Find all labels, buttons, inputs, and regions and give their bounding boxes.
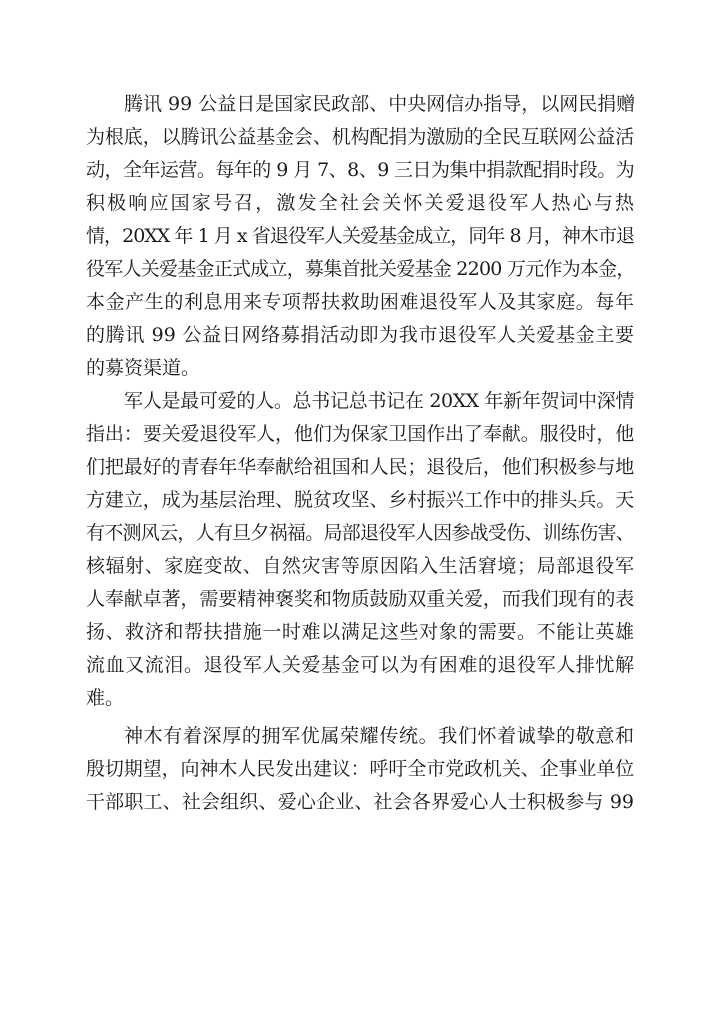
paragraph-line: 扬、救济和帮扶措施一时难以满足这些对象的需要。不能让英雄	[86, 621, 634, 643]
paragraph-line: 的腾讯 99 公益日网络募捐活动即为我市退役军人关爱基金主要	[86, 324, 634, 346]
paragraph-line: 难。	[86, 687, 125, 709]
paragraph-line: 人奉献卓著，需要精神褒奖和物质鼓励双重关爱，而我们现有的表	[86, 588, 634, 610]
paragraph-tencent-99-charity-day	[86, 88, 634, 385]
paragraph-line: 动，全年运营。每年的 9 月 7、8、9 三日为集中捐款配捐时段。为	[86, 159, 634, 181]
paragraph-line: 核辐射、家庭变故、自然灾害等原因陷入生活窘境；局部退役军	[86, 555, 634, 577]
paragraph-line: 殷切期望，向神木人民发出建议：呼吁全市党政机关、企事业单位	[86, 758, 634, 780]
paragraph-line: 军人是最可爱的人。总书记总书记在 20XX 年新年贺词中深情	[124, 390, 634, 412]
paragraph-line: 神木有着深厚的拥军优属荣耀传统。我们怀着诚挚的敬意和	[124, 725, 634, 747]
paragraph-line: 为根底，以腾讯公益基金会、机构配捐为激励的全民互联网公益活	[86, 126, 634, 148]
paragraph-line: 们把最好的青春年华奉献给祖国和人民；退役后，他们积极参与地	[86, 456, 634, 478]
document-body	[86, 88, 634, 819]
paragraph-soldiers-most-lovable	[86, 385, 634, 715]
paragraph-line: 积极响应国家号召，激发全社会关怀关爱退役军人热心与热	[86, 192, 634, 214]
paragraph-line: 流血又流泪。退役军人关爱基金可以为有困难的退役军人排忧解	[86, 654, 634, 676]
paragraph-line: 役军人关爱基金正式成立，募集首批关爱基金 2200 万元作为本金，	[86, 258, 635, 280]
paragraph-line: 的募资渠道。	[86, 357, 201, 379]
paragraph-line: 有不测风云，人有旦夕祸福。局部退役军人因参战受伤、训练伤害、	[86, 522, 634, 544]
paragraph-line: 腾讯 99 公益日是国家民政部、中央网信办指导，以网民捐赠	[124, 93, 636, 115]
paragraph-line: 干部职工、社会组织、爱心企业、社会各界爱心人士积极参与 99	[86, 791, 634, 813]
paragraph-line: 方建立，成为基层治理、脱贫攻坚、乡村振兴工作中的排头兵。天	[86, 489, 634, 511]
paragraph-line: 指出：要关爱退役军人，他们为保家卫国作出了奉献。服役时，他	[86, 423, 634, 445]
paragraph-line: 情，20XX 年 1 月 x 省退役军人关爱基金成立，同年 8 月，神木市退	[86, 225, 634, 247]
paragraph-shenmu-tradition	[86, 720, 634, 819]
paragraph-line: 本金产生的利息用来专项帮扶救助困难退役军人及其家庭。每年	[86, 291, 634, 313]
